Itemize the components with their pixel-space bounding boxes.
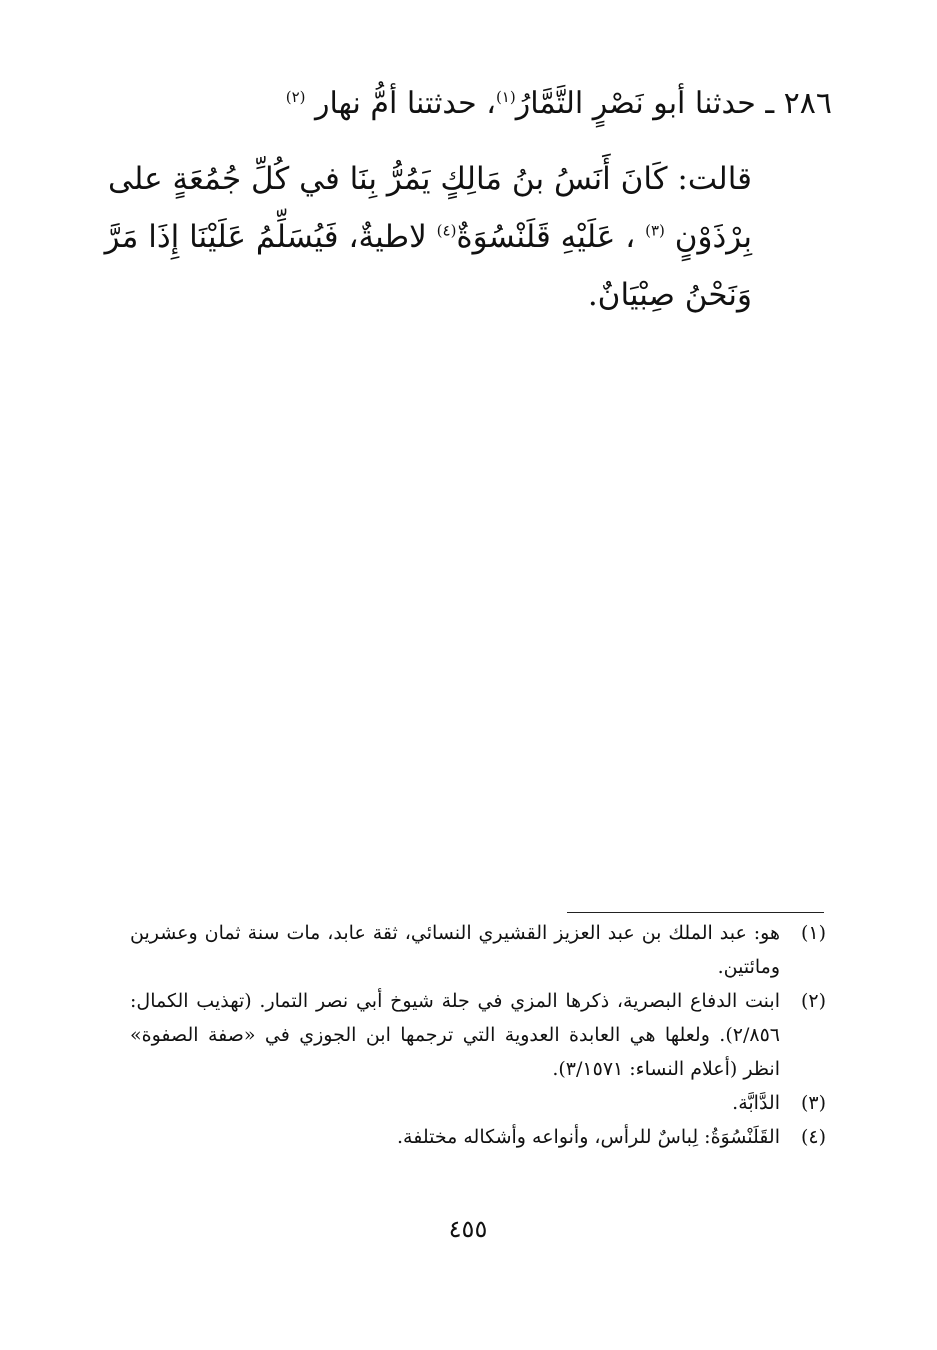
footnote-marker-2: (٢) [285,88,306,106]
footnote-separator-rule [567,912,824,913]
hadith-heading-line [120,82,832,126]
hadith-number: ٢٨٦ [783,86,832,121]
matn-line-2-part-3: لاطيةٌ، فَيُسَلِّمُ عَلَيْنَا إِذَا مَرَّ [104,219,427,255]
isnad-text-1: حدثنا أبو نَصْرٍ التَّمَّارُ [515,86,756,121]
footnote-3 [130,1086,826,1120]
matn-line-1: قالت: كَانَ أَنَسُ بنُ مَالِكٍ يَمُرُّ بِنَا في كُلِّ جُمُعَةٍ على [108,161,752,197]
footnote-text: القَلَنْسُوَةُ: لِباسٌ للرأس، وأنواعه وأشكاله مختلفة. [397,1126,780,1148]
footnote-marker-3: (٣) [645,221,665,240]
matn-line-3: وَنَحْنُ صِبْيَانٌ. [587,277,752,313]
footnote-marker-1: (١) [495,88,516,106]
matn-line-2-part-1: بِرْذَوْنٍ [674,219,752,255]
footnote-text: ابنت الدفاع البصرية، ذكرها المزي في جلة شيوخ أبي نصر التمار. (تهذيب الكمال: ٢/٨٥٦). ولعلها هي العابدة العدوية التي ترجمها ابن الجوزي في «صفة الصفوة» انظر (أعلام النساء: ٣/١٥٧١). [130,990,780,1080]
matn-line-2 [104,208,752,266]
footnote-number: (١) [800,922,826,944]
matn-line-2-part-2: ، عَلَيْهِ قَلَنْسُوَةٌ [456,219,636,255]
hadith-matn [104,150,752,324]
footnote-1 [130,916,826,984]
footnote-text: هو: عبد الملك بن عبد العزيز القشيري النسائي، ثقة عابد، مات سنة ثمان وعشرين ومائتين. [130,922,780,978]
footnotes-section [130,916,826,1154]
page-number: ٤٥٥ [448,1215,488,1243]
hadith-number-separator: ـ [765,86,775,121]
footnote-number: (٤) [800,1126,826,1148]
footnote-marker-4: (٤) [436,221,457,240]
footnote-number: (٢) [800,990,826,1012]
footnote-4 [130,1120,826,1154]
footnote-2 [130,984,826,1086]
isnad-text-2: ، حدثتنا أمُّ نهار [315,86,496,121]
footnote-text: الدَّابَّة. [732,1092,780,1114]
footnote-number: (٣) [800,1092,826,1114]
